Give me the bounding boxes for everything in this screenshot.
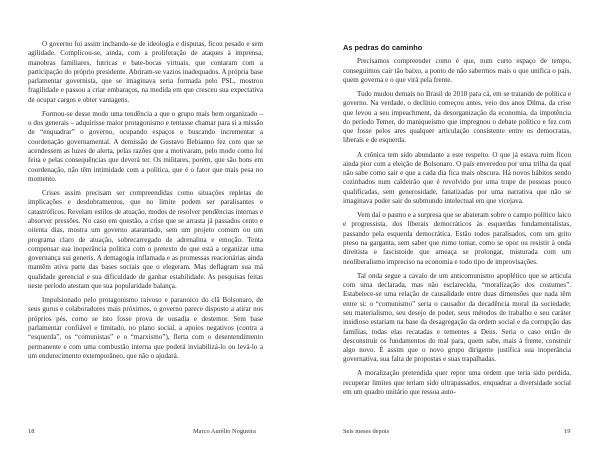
section-heading: As pedras do caminho xyxy=(343,43,423,52)
paragraph: Impulsionado pelo protagonismo raivoso e paranoico do clã Bolsonaro, de seus gurus e colaboradores mais próximos, o governo parece disposto a atirar nos próprios pés, como se isto fosse prova de ousadia e destemor. Sem base parlamentar confiável e limitado, no plano social, a apoios negativos (contra a “esquerda”, os “comunistas” e o “marxismo”), flerta com o desentendimento permanente e com uma combustão interna que poderá inviabilizá-lo ou levá-lo a um endurecimento extemporâneo, que não o ajudará. xyxy=(28,296,263,360)
page-number: 18 xyxy=(28,428,35,435)
paragraph: Formou-se desse modo uma tendência a que o grupo mais bem organizado – o dos generais – adquirisse maior protagonismo e tentasse chamar para si a missão de “enquadrar” o governo, ocupando espaços e buscando incrementar a coordenação governamental. A demissão de Gustavo Bebianno fez com que se acendessem as luzes de alerta, pelas razões que a motivaram, pelo modo como foi feita e pelas consequências que deverá ter. Os militares, porém, que são bons em coordenação, não têm intimidade com a política, que é o fator que mais pesa no momento. xyxy=(28,109,263,183)
paragraph: A crônica tem sido abundante a este respeito. O que já estava ruim ficou ainda pior com a eleição de Bolsonaro. O país enveredou por uma trilha da qual não sabe como sair e que a cada dia fica mais obscura. Há novos hábitos sendo cozinhados num caldeirão que é revolvido por uma trupe de pessoas pouco qualificadas, sem generosidade, fanatizadas por uma narrativa que não se imaginava poder sair do submundo intelectual em que vicejava. xyxy=(343,150,571,206)
paragraph: Vem daí o pasmo e a surpresa que se abateram sobre o campo político laico e progressista, dos liberais democráticos às esquerdas fundamentalistas, passando pela esquerda democrática. Estão todos paralisados, com um grito preso na garganta, sem saber que rumo tomar, como se opor ou resistir à onda direitista e fascistoide que ameaça se prolongar, misturada com um neoliberalismo impreciso na economia e todo tipo de improvisações. xyxy=(343,211,571,266)
running-head-title: Seis meses depois xyxy=(343,428,390,435)
page-number: 19 xyxy=(564,428,571,435)
paragraph: Tal onda segue a cavalo de um anticomunismo apoplético que se articula com uma declarada, mas não esclarecida, “moralização dos costumes”. Estabelece-se uma relação de causalidade entre duas dimensões que nada têm entre si: o “comunismo” seria o causador da decadência moral da sociedade; seu materialismo, seu desejo de poder, seus métodos de trabalho e seu caráter insidioso estariam na base da desagregação da ordem social e da corrupção das famílias, todas elas recatadas e tementes a Deus. Seria o caso então de desconstruir os fundamentos do mal para, quem sabe, mais à frente, construir algo novo. É assim que o novo grupo dirigente justifica sua inoperância governativa, sua falta de propostas e suas trapalhadas. xyxy=(343,271,571,364)
paragraph: Crises assim precisam ser compreendidas como situações repletas de implicações e desdobramentos, que no limite podem ser paralisantes e catastróficos. Revelam estilos de atuação, modos de resolver pendências internas e absorver pressões. No caso em questão, a crise que se arrasta já passados cento e oitenta dias, mostra um governo atarantado, sem um projeto comum ou um programa claro de atuação, sobrecarregado de adrenalina e emoção. Tenta compensar sua inoperância política com o pretexto de que está a organizar uma governança sui generis. A demagogia inflamada e as promessas reacionárias ainda mantêm ativa parte das bases sociais que o elegeram. Mas deflagram sua má qualidade gerencial e sua dificuldade de ganhar estabilidade. As pesquisas feitas neste período atestam que sua popularidade balança. xyxy=(28,189,263,291)
right-page-body xyxy=(343,43,571,402)
paragraph: A moralização pretendida quer repor uma ordem que teria sido perdida, recuperar limites que teriam sido ultrapassados, enquadrar a diversidade social em um quadro unitário que ressoa auto- xyxy=(343,369,571,397)
right-page xyxy=(300,0,600,453)
paragraph: Precisamos compreender como é que, num curto espaço de tempo, conseguimos cair tão baixo, a ponto de não sabermos mais o que unifica o país, quem governa e o que virá pela frente. xyxy=(343,57,571,84)
running-head-author: Marco Aurélio Nogueira xyxy=(193,428,256,435)
paragraph: O governo foi assim inchando-se de ideologia e disputas, ficou pesado e sem agilidade. Complicou-se, ainda, com a proliferação de ataques à imprensa, manobras familiares, futricas e bate-bocas virtuais, que contaram com a participação do próprio presidente. Abriram-se vazios inadequados. A própria base parlamentar governista, que se imaginava seria formada pelo PSL, mostrou fragilidade e passou a criar embaraços, na medida em que cresceu sua expectativa de ocupar cargos e obter vantagens. xyxy=(28,40,263,104)
left-page-body xyxy=(28,40,263,366)
paragraph: Tudo mudou demais no Brasil de 2018 para cá, em se tratando de política e governo. Na verdade, o declínio começou antes, veio dos anos Dilma, da crise que levou a seu impeachment, da desorganização da economia, da impotência do período Temer, do maniqueísmo que impregnou o debate político e fez com que fosse pelos ares qualquer articulação consistente entre os democratas, liberais e de esquerda. xyxy=(343,89,571,145)
